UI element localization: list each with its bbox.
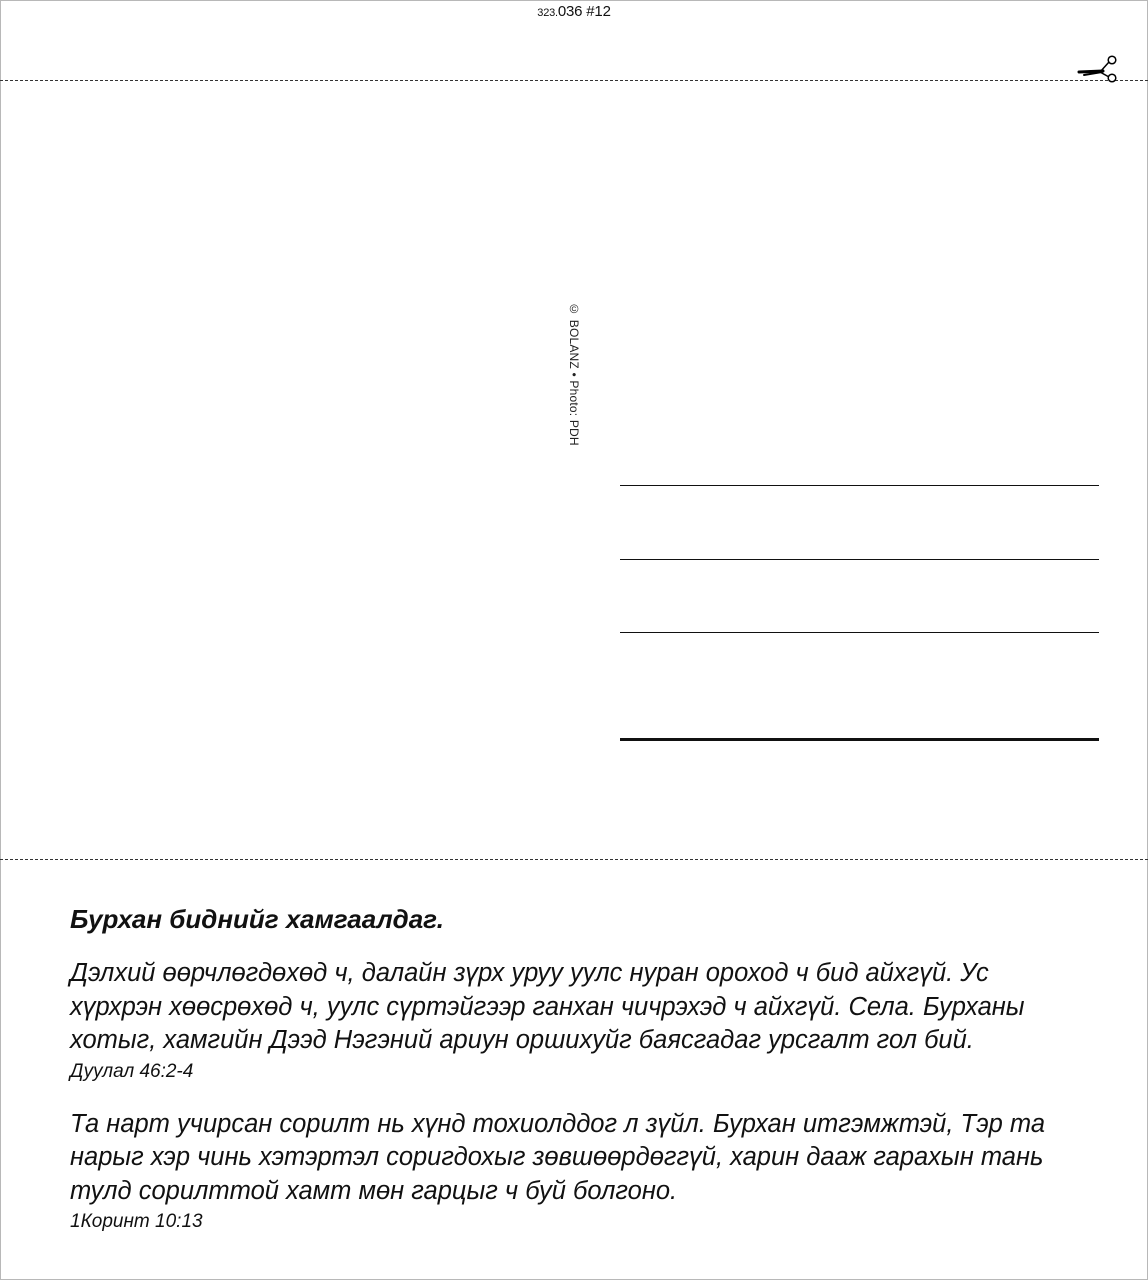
bottom-cut-line	[0, 859, 1148, 860]
message-section	[70, 900, 1080, 1236]
verse-block	[70, 1108, 1080, 1237]
verse-block	[70, 957, 1080, 1086]
verse-reference: 1Коринт 10:13	[70, 1211, 203, 1232]
scissors-icon	[1076, 52, 1120, 84]
catalog-number-rest: 036 #12	[557, 3, 611, 20]
message-heading: Бурхан биднийг хамгаалдаг.	[70, 904, 444, 934]
catalog-number	[0, 3, 1148, 20]
verse-text: Дэлхий өөрчлөгдөхөд ч, далайн зүрх уруу уулс нуран ороход ч бид айхгүй. Ус хүрхрэн хөөсрөхөд ч, уулс сүртэйгээр ганхан чичрэхэд ч айхгүй. Села. Бурханы хотыг, хамгийн Дээд Нэгэний ариун оршихуйг баясгадаг урсгалт гол бий.	[70, 959, 1025, 1054]
address-line-1	[620, 485, 1099, 486]
verse-text: Та нарт учирсан сорилт нь хүнд тохиолддог л зүйл. Бурхан итгэмжтэй, Тэр та нарыг хэр чинь хэтэртэл соригдохыг зөвшөөрдөггүй, харин дааж гарахын тань тулд сорилттой хамт мөн гарцыг ч буй болгоно.	[70, 1109, 1046, 1205]
address-line-2	[620, 559, 1099, 560]
photo-credit: © BOLANZ • Photo: PDH	[567, 302, 581, 446]
catalog-number-prefix: 323.	[537, 7, 558, 19]
address-line-4	[620, 738, 1099, 741]
address-line-3	[620, 632, 1099, 633]
verse-reference: Дуулал 46:2-4	[70, 1060, 194, 1082]
top-cut-line	[0, 80, 1148, 81]
